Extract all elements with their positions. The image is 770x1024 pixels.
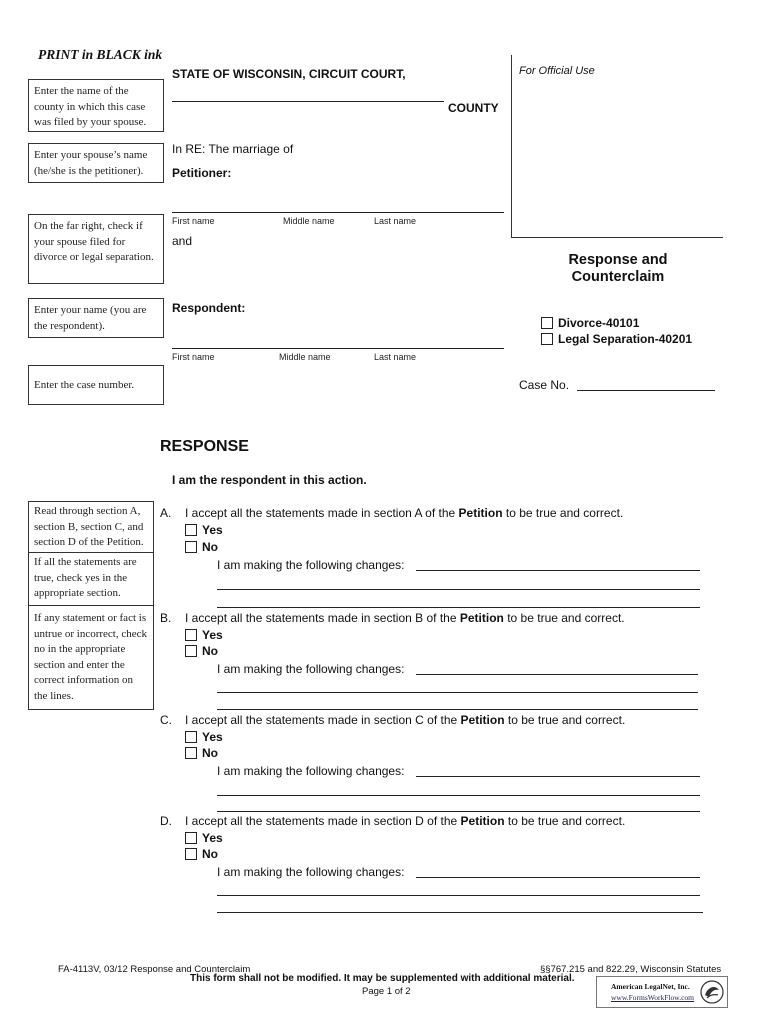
- legal-separation-checkbox[interactable]: [541, 333, 553, 345]
- changes-label: I am making the following changes:: [217, 865, 405, 879]
- section-d-no-checkbox[interactable]: [185, 848, 197, 860]
- section-a-change-line-1[interactable]: [416, 570, 700, 571]
- form-title-line1: Response and: [568, 252, 668, 268]
- changes-label: I am making the following changes:: [217, 764, 405, 778]
- yes-label: Yes: [202, 523, 223, 537]
- section-b-change-line-2[interactable]: [217, 692, 698, 693]
- publisher-name: American LegalNet, Inc.: [611, 982, 690, 991]
- section-d-change-line-3[interactable]: [217, 912, 703, 913]
- section-c-change-line-1[interactable]: [416, 776, 700, 777]
- form-title: [533, 252, 703, 286]
- official-use-label: For Official Use: [519, 65, 595, 77]
- publisher-logo-icon: [700, 980, 724, 1004]
- instruction-untrue: If any statement or fact is untrue or incorrect, check no in the appropriate section and enter the correct information on the lines.: [28, 606, 154, 710]
- instruction-spouse-name: Enter your spouse’s name (he/she is the petitioner).: [28, 143, 164, 183]
- county-label: COUNTY: [448, 101, 499, 115]
- section-statement: I accept all the statements made in section B of the Petition to be true and correct.: [185, 611, 625, 625]
- no-label: No: [202, 644, 218, 658]
- respondent-middle-name-label: Middle name: [279, 352, 331, 362]
- section-statement: I accept all the statements made in section C of the Petition to be true and correct.: [185, 713, 626, 727]
- section-d-change-line-2[interactable]: [217, 895, 700, 896]
- section-a-change-line-2[interactable]: [217, 589, 700, 590]
- petitioner-label: Petitioner:: [172, 166, 232, 180]
- section-a-no-checkbox[interactable]: [185, 541, 197, 553]
- case-no-label: Case No.: [519, 378, 570, 392]
- section-a-yes-checkbox[interactable]: [185, 524, 197, 536]
- section-c-change-line-2[interactable]: [217, 795, 700, 796]
- section-b-change-line-3[interactable]: [217, 709, 698, 710]
- petitioner-first-name-label: First name: [172, 216, 215, 226]
- publisher-badge[interactable]: [596, 976, 728, 1008]
- print-note: PRINT in BLACK ink: [38, 47, 163, 62]
- publisher-url[interactable]: www.FormsWorkFlow.com: [611, 993, 695, 1002]
- respondent-name-field[interactable]: [172, 348, 504, 349]
- instruction-county: Enter the name of the county in which this case was filed by your spouse.: [28, 79, 164, 132]
- footer-page-number: Page 1 of 2: [362, 986, 411, 997]
- yes-label: Yes: [202, 831, 223, 845]
- petitioner-last-name-label: Last name: [374, 216, 417, 226]
- county-field[interactable]: [172, 101, 444, 102]
- case-no-field[interactable]: [577, 390, 715, 391]
- official-use-divider: [511, 55, 512, 238]
- no-label: No: [202, 540, 218, 554]
- petitioner-name-field[interactable]: [172, 212, 504, 213]
- form-title-line2: Counterclaim: [571, 269, 665, 285]
- divorce-label: Divorce-40101: [558, 316, 640, 330]
- instruction-your-name: Enter your name (you are the respondent).: [28, 298, 164, 338]
- section-letter: D.: [160, 814, 172, 828]
- section-letter: A.: [160, 506, 172, 520]
- instruction-check-far-right: On the far right, check if your spouse filed for divorce or legal separation.: [28, 214, 164, 284]
- section-statement: I accept all the statements made in section A of the Petition to be true and correct.: [185, 506, 624, 520]
- court-title: STATE OF WISCONSIN, CIRCUIT COURT,: [172, 67, 406, 81]
- response-intro: I am the respondent in this action.: [172, 473, 367, 487]
- instruction-all-true: If all the statements are true, check yes in the appropriate section.: [28, 553, 154, 606]
- no-label: No: [202, 746, 218, 760]
- changes-label: I am making the following changes:: [217, 662, 405, 676]
- legal-separation-label: Legal Separation-40201: [558, 332, 693, 346]
- respondent-label: Respondent:: [172, 301, 246, 315]
- section-b-change-line-1[interactable]: [416, 674, 698, 675]
- respondent-first-name-label: First name: [172, 352, 215, 362]
- instruction-case-number: Enter the case number.: [28, 365, 164, 405]
- changes-label: I am making the following changes:: [217, 558, 405, 572]
- no-label: No: [202, 847, 218, 861]
- section-letter: C.: [160, 713, 172, 727]
- section-b-no-checkbox[interactable]: [185, 645, 197, 657]
- section-b-yes-checkbox[interactable]: [185, 629, 197, 641]
- yes-label: Yes: [202, 628, 223, 642]
- footer-form-id: FA-4113V, 03/12 Response and Counterclaim: [58, 964, 251, 975]
- section-c-yes-checkbox[interactable]: [185, 731, 197, 743]
- instruction-read-sections: Read through section A, section B, section C, and section D of the Petition.: [28, 501, 154, 553]
- footer-notice: This form shall not be modified. It may be supplemented with additional material.: [190, 973, 575, 984]
- in-re-label: In RE: The marriage of: [172, 142, 294, 156]
- section-c-change-line-3[interactable]: [217, 811, 700, 812]
- section-c-no-checkbox[interactable]: [185, 747, 197, 759]
- footer-statutes: §§767.215 and 822.29, Wisconsin Statutes: [540, 964, 722, 975]
- yes-label: Yes: [202, 730, 223, 744]
- divorce-checkbox[interactable]: [541, 317, 553, 329]
- section-statement: I accept all the statements made in section D of the Petition to be true and correct.: [185, 814, 626, 828]
- section-d-yes-checkbox[interactable]: [185, 832, 197, 844]
- response-heading: RESPONSE: [160, 438, 249, 455]
- section-a-change-line-3[interactable]: [217, 607, 700, 608]
- official-use-bottom: [511, 237, 723, 238]
- section-d-change-line-1[interactable]: [416, 877, 700, 878]
- respondent-last-name-label: Last name: [374, 352, 417, 362]
- and-label: and: [172, 234, 193, 248]
- petitioner-middle-name-label: Middle name: [283, 216, 335, 226]
- section-letter: B.: [160, 611, 172, 625]
